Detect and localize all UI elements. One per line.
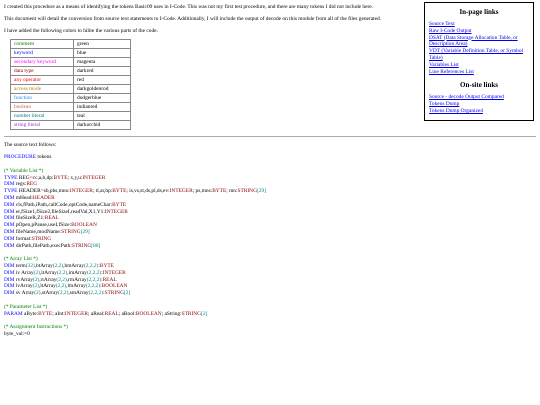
intro-paragraph-1: I created this procedure as a means of identifying the tokens Basic09 uses in I-Code. This was not my first test procedure, and there are many tokens I did not include here. bbox=[4, 4, 374, 10]
code-blank-line bbox=[4, 297, 536, 304]
code-token: ,stArray bbox=[40, 290, 59, 297]
code-token: (2,2,2) bbox=[83, 262, 99, 269]
code-token: (2) bbox=[32, 283, 39, 290]
code-line bbox=[4, 168, 536, 175]
code-token: cls,fPath,iPath,callCode,optCode,nameChar: bbox=[14, 201, 113, 208]
code-token: ,rtArray bbox=[39, 276, 57, 283]
code-token: ; aString: bbox=[161, 310, 182, 317]
code-line bbox=[4, 209, 536, 216]
code-token: regs: bbox=[14, 181, 27, 188]
code-token: INTEGER bbox=[102, 269, 126, 276]
color-legend-table bbox=[10, 39, 131, 130]
color-legend-category: boolean bbox=[11, 103, 74, 112]
code-line bbox=[4, 195, 536, 202]
code-line bbox=[4, 222, 536, 229]
code-token: (* Assignment Instructions *) bbox=[4, 324, 68, 331]
code-token: : bbox=[101, 276, 103, 283]
code-token: (2,2,2) bbox=[85, 283, 101, 290]
color-legend-value: blue bbox=[74, 49, 131, 58]
sidebar-link[interactable]: Line References List bbox=[429, 68, 474, 75]
color-legend-value: dodgerblue bbox=[74, 94, 131, 103]
color-legend-row bbox=[11, 85, 131, 94]
code-token: : bbox=[98, 262, 100, 269]
color-legend-row bbox=[11, 58, 131, 67]
code-token: DIM bbox=[4, 201, 15, 208]
color-legend-category: secondary keyword bbox=[11, 58, 74, 67]
code-token: INTEGER bbox=[64, 310, 88, 317]
color-legend-value: darkgoldenrod bbox=[74, 85, 131, 94]
code-token: STRING bbox=[61, 228, 81, 235]
intro-paragraph-3: I have added the following colors to hilite the various parts of the code. bbox=[4, 27, 158, 34]
code-token: BYTE bbox=[112, 188, 127, 195]
code-token: REG bbox=[26, 181, 38, 188]
color-legend-value: indianred bbox=[74, 103, 131, 112]
code-token: [80] bbox=[91, 242, 101, 249]
code-token: BYTE bbox=[53, 174, 68, 181]
code-token: STRING bbox=[181, 310, 202, 317]
code-line bbox=[4, 243, 536, 250]
code-token: ,btArray bbox=[34, 262, 53, 269]
code-token: ,imArray bbox=[67, 269, 87, 276]
code-token: [29] bbox=[256, 188, 266, 195]
code-token: fileSizeR,Z1: bbox=[14, 215, 45, 222]
color-legend-value: darkorchid bbox=[74, 121, 131, 130]
code-token: BYTE bbox=[112, 201, 127, 208]
code-line bbox=[4, 188, 536, 195]
code-token: (2,2) bbox=[52, 262, 64, 269]
code-token: [2] bbox=[123, 290, 131, 297]
code-line bbox=[4, 181, 536, 188]
color-legend-category: function bbox=[11, 94, 74, 103]
code-token: REG bbox=[17, 174, 30, 181]
code-token: sv Array bbox=[14, 290, 35, 297]
code-line bbox=[4, 324, 536, 331]
code-token: tokens bbox=[36, 154, 52, 161]
code-token: (2,2) bbox=[56, 269, 68, 276]
code-line bbox=[4, 331, 536, 338]
code-token: DIM bbox=[4, 269, 15, 276]
color-legend-row bbox=[11, 40, 131, 49]
code-token: ; aBool: bbox=[118, 310, 136, 317]
code-token: er,fSize1,fSize2,fileSizeI,readVal,X1,Y1: bbox=[14, 208, 105, 215]
color-legend-value: green bbox=[74, 40, 131, 49]
code-token: ,rmArray bbox=[66, 276, 87, 283]
code-token: (2,2) bbox=[55, 283, 67, 290]
code-token: ; tl,ar,hp: bbox=[92, 188, 113, 195]
code-token: DIM bbox=[4, 283, 15, 290]
color-legend-value: magenta bbox=[74, 58, 131, 67]
code-token: ; is,vs,st,ds,pl,ds,ev: bbox=[126, 188, 170, 195]
code-token: STRING bbox=[31, 235, 52, 242]
code-token: STRING bbox=[237, 188, 257, 195]
code-token: aByte: bbox=[22, 310, 39, 317]
code-token: DIM bbox=[4, 194, 15, 201]
code-token: DIM bbox=[4, 235, 15, 242]
code-token: PARAM bbox=[4, 310, 23, 317]
links-sidebar bbox=[424, 2, 534, 121]
intro-paragraph-2: This document will detail the conversion from source text statements to I-Code. Additionally, I will include the output of decode on this module from all of the files generated. bbox=[4, 15, 382, 22]
code-token: ; ps,mns: bbox=[192, 188, 213, 195]
code-token: byte_val:=0 bbox=[4, 330, 30, 337]
code-line bbox=[4, 229, 536, 236]
sidebar-link[interactable]: DSAT (Data Storage Allocation Table, or Description Area) bbox=[429, 34, 518, 48]
code-token: ,bmArray bbox=[63, 262, 84, 269]
code-line bbox=[4, 202, 536, 209]
code-token: ,lmArray bbox=[66, 283, 86, 290]
code-token: DIM bbox=[4, 276, 15, 283]
code-token: : bbox=[101, 269, 103, 276]
color-legend-row bbox=[11, 67, 131, 76]
code-token: ,itArray bbox=[39, 269, 57, 276]
code-token: ,ltArray bbox=[38, 283, 56, 290]
code-line bbox=[4, 270, 536, 277]
code-token: : bbox=[103, 290, 105, 297]
code-token: (2) bbox=[32, 276, 40, 283]
code-token: iv Array bbox=[14, 269, 34, 276]
inpage-links-list bbox=[429, 21, 529, 75]
sidebar-link[interactable]: Tokens Dump Organized bbox=[429, 107, 484, 114]
color-legend-row bbox=[11, 103, 131, 112]
sidebar-link[interactable]: VDT (Variable Definition Table, or Symbol Table) bbox=[429, 48, 524, 61]
color-legend-value: red bbox=[74, 76, 131, 85]
code-token: INTEGER bbox=[69, 188, 93, 195]
code-token: BOOLEAN bbox=[71, 222, 97, 229]
code-token: INTEGER bbox=[104, 208, 128, 215]
code-line bbox=[4, 263, 536, 270]
code-token: [29] bbox=[80, 228, 90, 235]
code-token: BYTE bbox=[38, 310, 53, 317]
color-legend-row bbox=[11, 94, 131, 103]
code-token: (2) bbox=[33, 269, 40, 276]
code-token: (32) bbox=[25, 262, 35, 269]
color-legend-value: teal bbox=[74, 112, 131, 121]
intro-section bbox=[4, 4, 422, 34]
code-token: lvArray bbox=[14, 283, 33, 290]
code-line bbox=[4, 304, 536, 311]
color-legend-value: darkred bbox=[74, 67, 131, 76]
code-token: fileName,modName: bbox=[14, 228, 62, 235]
code-line bbox=[4, 311, 536, 318]
color-legend-row bbox=[11, 112, 131, 121]
code-blank-line bbox=[4, 249, 536, 256]
code-line bbox=[4, 236, 536, 243]
code-token: pOpen,pPause,useI,fSize: bbox=[14, 222, 72, 229]
code-line bbox=[4, 290, 536, 297]
code-token: ; mn: bbox=[226, 188, 238, 195]
code-token: REAL bbox=[104, 310, 119, 317]
code-token: DIM bbox=[4, 242, 15, 249]
code-token: TYPE bbox=[4, 174, 18, 181]
color-legend-row bbox=[11, 76, 131, 85]
code-token: sb,pbs,mno: bbox=[43, 188, 70, 195]
color-legend-category: data type bbox=[11, 67, 74, 76]
sidebar-link[interactable]: Source Text bbox=[429, 21, 455, 27]
code-token: (2,2,2) bbox=[88, 290, 103, 297]
color-legend-row bbox=[11, 49, 131, 58]
code-token: (2,2) bbox=[58, 290, 69, 297]
code-token: (2) bbox=[34, 290, 41, 297]
source-code-block bbox=[4, 154, 536, 338]
code-token: term bbox=[14, 262, 26, 269]
color-legend-category: string literal bbox=[11, 121, 74, 130]
code-token: ; aInt: bbox=[52, 310, 65, 317]
code-token: format: bbox=[14, 235, 32, 242]
code-token: REAL bbox=[102, 276, 117, 283]
code-token: INTEGER bbox=[82, 174, 106, 181]
code-token: STRING bbox=[71, 242, 92, 249]
code-token: PROCEDURE bbox=[4, 154, 37, 161]
code-token: [2] bbox=[201, 310, 208, 317]
code-token: INTEGER bbox=[169, 188, 193, 195]
onsite-links-list bbox=[429, 94, 529, 114]
color-legend-category: access mode bbox=[11, 85, 74, 94]
code-line bbox=[4, 175, 536, 182]
code-line bbox=[4, 154, 536, 161]
color-legend-category: comment bbox=[11, 40, 74, 49]
color-legend-category: number literal bbox=[11, 112, 74, 121]
code-token: ; x,y,u: bbox=[67, 174, 83, 181]
code-token: (* Array List *) bbox=[4, 256, 38, 263]
code-token: (2,2,2) bbox=[86, 276, 102, 283]
sidebar-link[interactable]: Raw I-Code Output bbox=[429, 27, 472, 34]
code-token: (2,2,2) bbox=[86, 269, 102, 276]
code-line bbox=[4, 256, 536, 263]
code-token: DIM bbox=[4, 228, 15, 235]
code-token: DIM bbox=[4, 208, 15, 215]
code-token: dirPath,filePath,execPath: bbox=[14, 242, 72, 249]
code-token: cc,a,b,dp: bbox=[32, 174, 54, 181]
code-blank-line bbox=[4, 161, 536, 168]
code-token: BOOLEAN bbox=[135, 310, 162, 317]
color-legend-row bbox=[11, 121, 131, 130]
sidebar-link[interactable]: Source - decode Output Compared bbox=[429, 94, 504, 101]
code-token: rvArray bbox=[14, 276, 33, 283]
code-token: TYPE bbox=[4, 188, 18, 195]
code-token: DIM bbox=[4, 222, 15, 229]
code-token: (* Variable List *) bbox=[4, 167, 44, 174]
code-token: DIM bbox=[4, 262, 15, 269]
onsite-links-heading: On-site links bbox=[460, 81, 498, 90]
source-intro-text: The source text follows: bbox=[4, 142, 57, 149]
code-token: BYTE bbox=[99, 262, 114, 269]
code-token: (* Parameter List *) bbox=[4, 303, 48, 310]
code-token: BYTE bbox=[212, 188, 227, 195]
section-divider bbox=[4, 136, 536, 137]
code-token: mHead: bbox=[14, 194, 33, 201]
code-token: DIM bbox=[4, 215, 15, 222]
inpage-links-heading: In-page links bbox=[459, 8, 499, 16]
code-token: STRING bbox=[104, 290, 124, 297]
sidebar-link[interactable]: Tokens Dump bbox=[429, 101, 460, 108]
code-token: = bbox=[40, 188, 44, 195]
code-token: = bbox=[29, 174, 33, 181]
code-token: BOOLEAN bbox=[101, 283, 128, 290]
sidebar-link[interactable]: Variables List bbox=[429, 61, 459, 68]
code-token: : bbox=[100, 283, 102, 290]
color-legend-category: any operator bbox=[11, 76, 74, 85]
code-token: ; aReal: bbox=[87, 310, 105, 317]
code-token: HEADER bbox=[32, 194, 55, 201]
code-token: ,smArray bbox=[68, 290, 89, 297]
code-token: DIM bbox=[4, 290, 15, 297]
code-token: DIM bbox=[4, 181, 15, 188]
code-token: HEADER bbox=[17, 188, 41, 195]
code-token: REAL bbox=[44, 215, 59, 222]
code-token: (2,2) bbox=[56, 276, 67, 283]
color-legend-category: keyword bbox=[11, 49, 74, 58]
code-blank-line bbox=[4, 317, 536, 324]
